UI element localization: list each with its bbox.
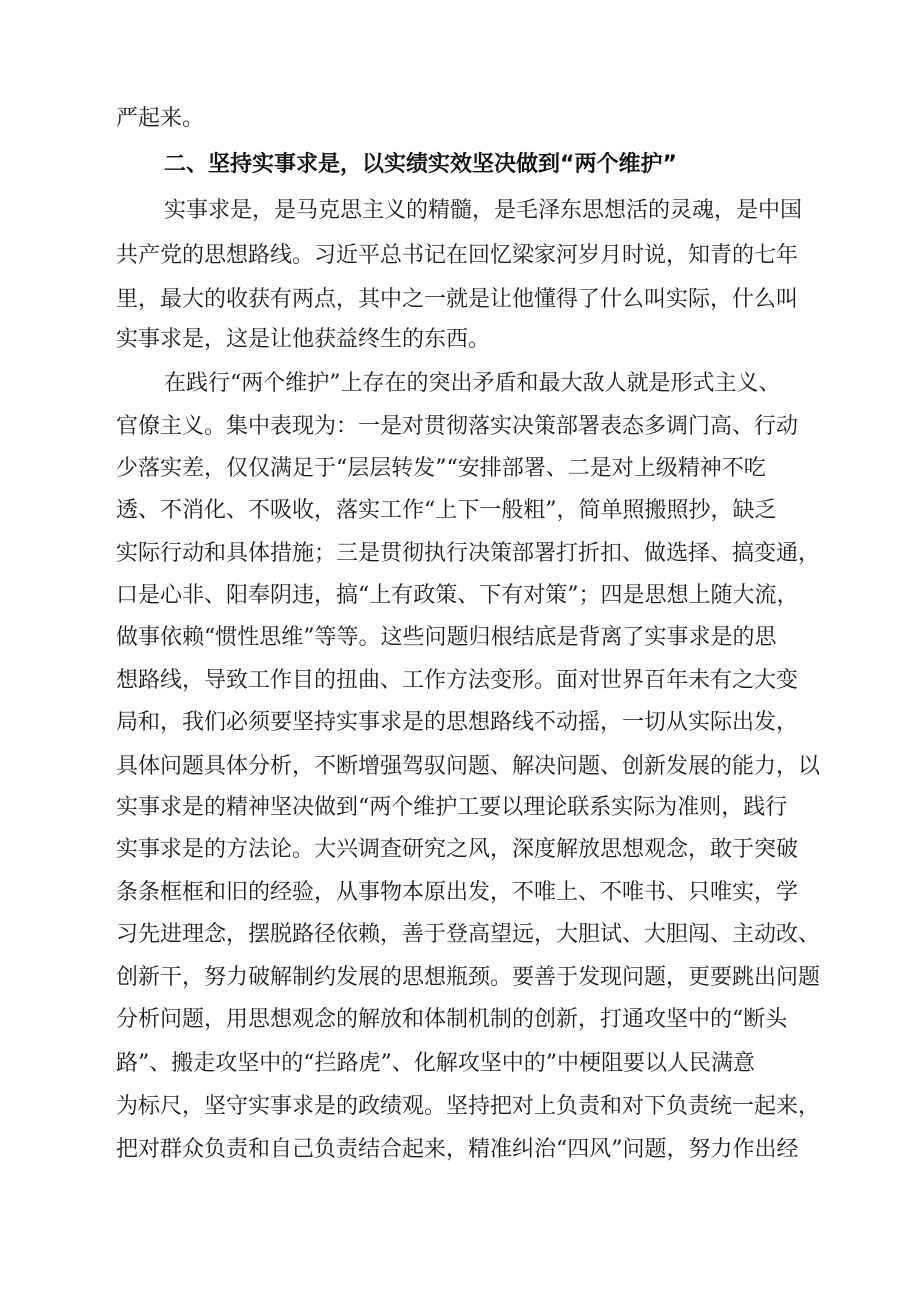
paragraph2-line-14: 习先进理念，摆脱路径依赖，善于登高望远，大胆试、大胆闯、主动改、 — [116, 922, 821, 947]
intro-tail-line: 严起来。 — [116, 106, 205, 131]
paragraph2-line-13: 条条框框和旧的经验，从事物本原出发，不唯上、不唯书、只唯实，学 — [116, 880, 799, 905]
paragraph2-line-2: 官僚主义。集中表现为：一是对贯彻落实决策部署表态多调门高、行动 — [116, 414, 799, 439]
paragraph2-line-8: 想路线，导致工作目的扭曲、工作方法变形。面对世界百年未有之大变 — [116, 668, 799, 693]
paragraph1-line-2: 共产党的思想路线。习近平总书记在回忆梁家河岁月时说，知青的七年 — [116, 243, 799, 268]
paragraph2-line-1: 在践行“两个维护”上存在的突出矛盾和最大敌人就是形式主义、 — [164, 371, 781, 396]
paragraph2-line-10: 具体问题具体分析，不断增强驾驭问题、解决问题、创新发展的能力，以 — [116, 754, 821, 779]
paragraph2-line-3: 少落实差，仅仅满足于“层层转发”“安排部署、二是对上级精神不吃 — [116, 456, 766, 481]
paragraph2-line-16: 分析问题，用思想观念的解放和体制机制的创新，打通攻坚中的“断头 — [116, 1007, 788, 1032]
paragraph2-line-6: 口是心非、阳奉阴违，搞“上有政策、下有对策”；四是思想上随大流， — [116, 583, 799, 608]
paragraph1-line-3: 里，最大的收获有两点，其中之一就是让他懂得了什么叫实际，什么叫 — [116, 287, 799, 312]
paragraph2-line-5: 实际行动和具体措施；三是贯彻执行决策部署打折扣、做选择、搞变通， — [116, 541, 821, 566]
paragraph2-line-15: 创新干，努力破解制约发展的思想瓶颈。要善于发现问题，更要跳出问题 — [116, 965, 821, 990]
paragraph2-line-7: 做事依赖“惯性思维”等等。这些问题归根结底是背离了实事求是的思 — [116, 625, 777, 650]
paragraph1-line-1: 实事求是，是马克思主义的精髓，是毛泽东思想活的灵魂，是中国 — [164, 198, 803, 223]
paragraph2-line-12: 实事求是的方法论。大兴调查研究之风，深度解放思想观念，敢于突破 — [116, 837, 799, 862]
paragraph2-line-19: 把对群众负责和自己负责结合起来，精准纠治“四风”问题，努力作出经 — [116, 1137, 799, 1162]
paragraph2-line-18: 为标尺，坚守实事求是的政绩观。坚持把对上负责和对下负责统一起来， — [116, 1094, 821, 1119]
paragraph2-line-4: 透、不消化、不吸收，落实工作“上下一般粗”，简单照搬照抄，缺乏 — [116, 498, 777, 523]
paragraph2-line-11: 实事求是的精神坚决做到“两个维护工要以理论联系实际为准则，践行 — [116, 795, 788, 820]
paragraph2-line-9: 局和，我们必须要坚持实事求是的思想路线不动摇，一切从实际出发， — [116, 710, 799, 735]
paragraph2-line-17: 路”、搬走攻坚中的“拦路虎”、化解攻坚中的”中梗阻要以人民满意 — [116, 1051, 755, 1076]
paragraph1-line-4: 实事求是，这是让他获益终生的东西。 — [116, 327, 491, 352]
section-heading: 二、坚持实事求是，以实绩实效坚决做到“两个维护” — [164, 152, 677, 177]
